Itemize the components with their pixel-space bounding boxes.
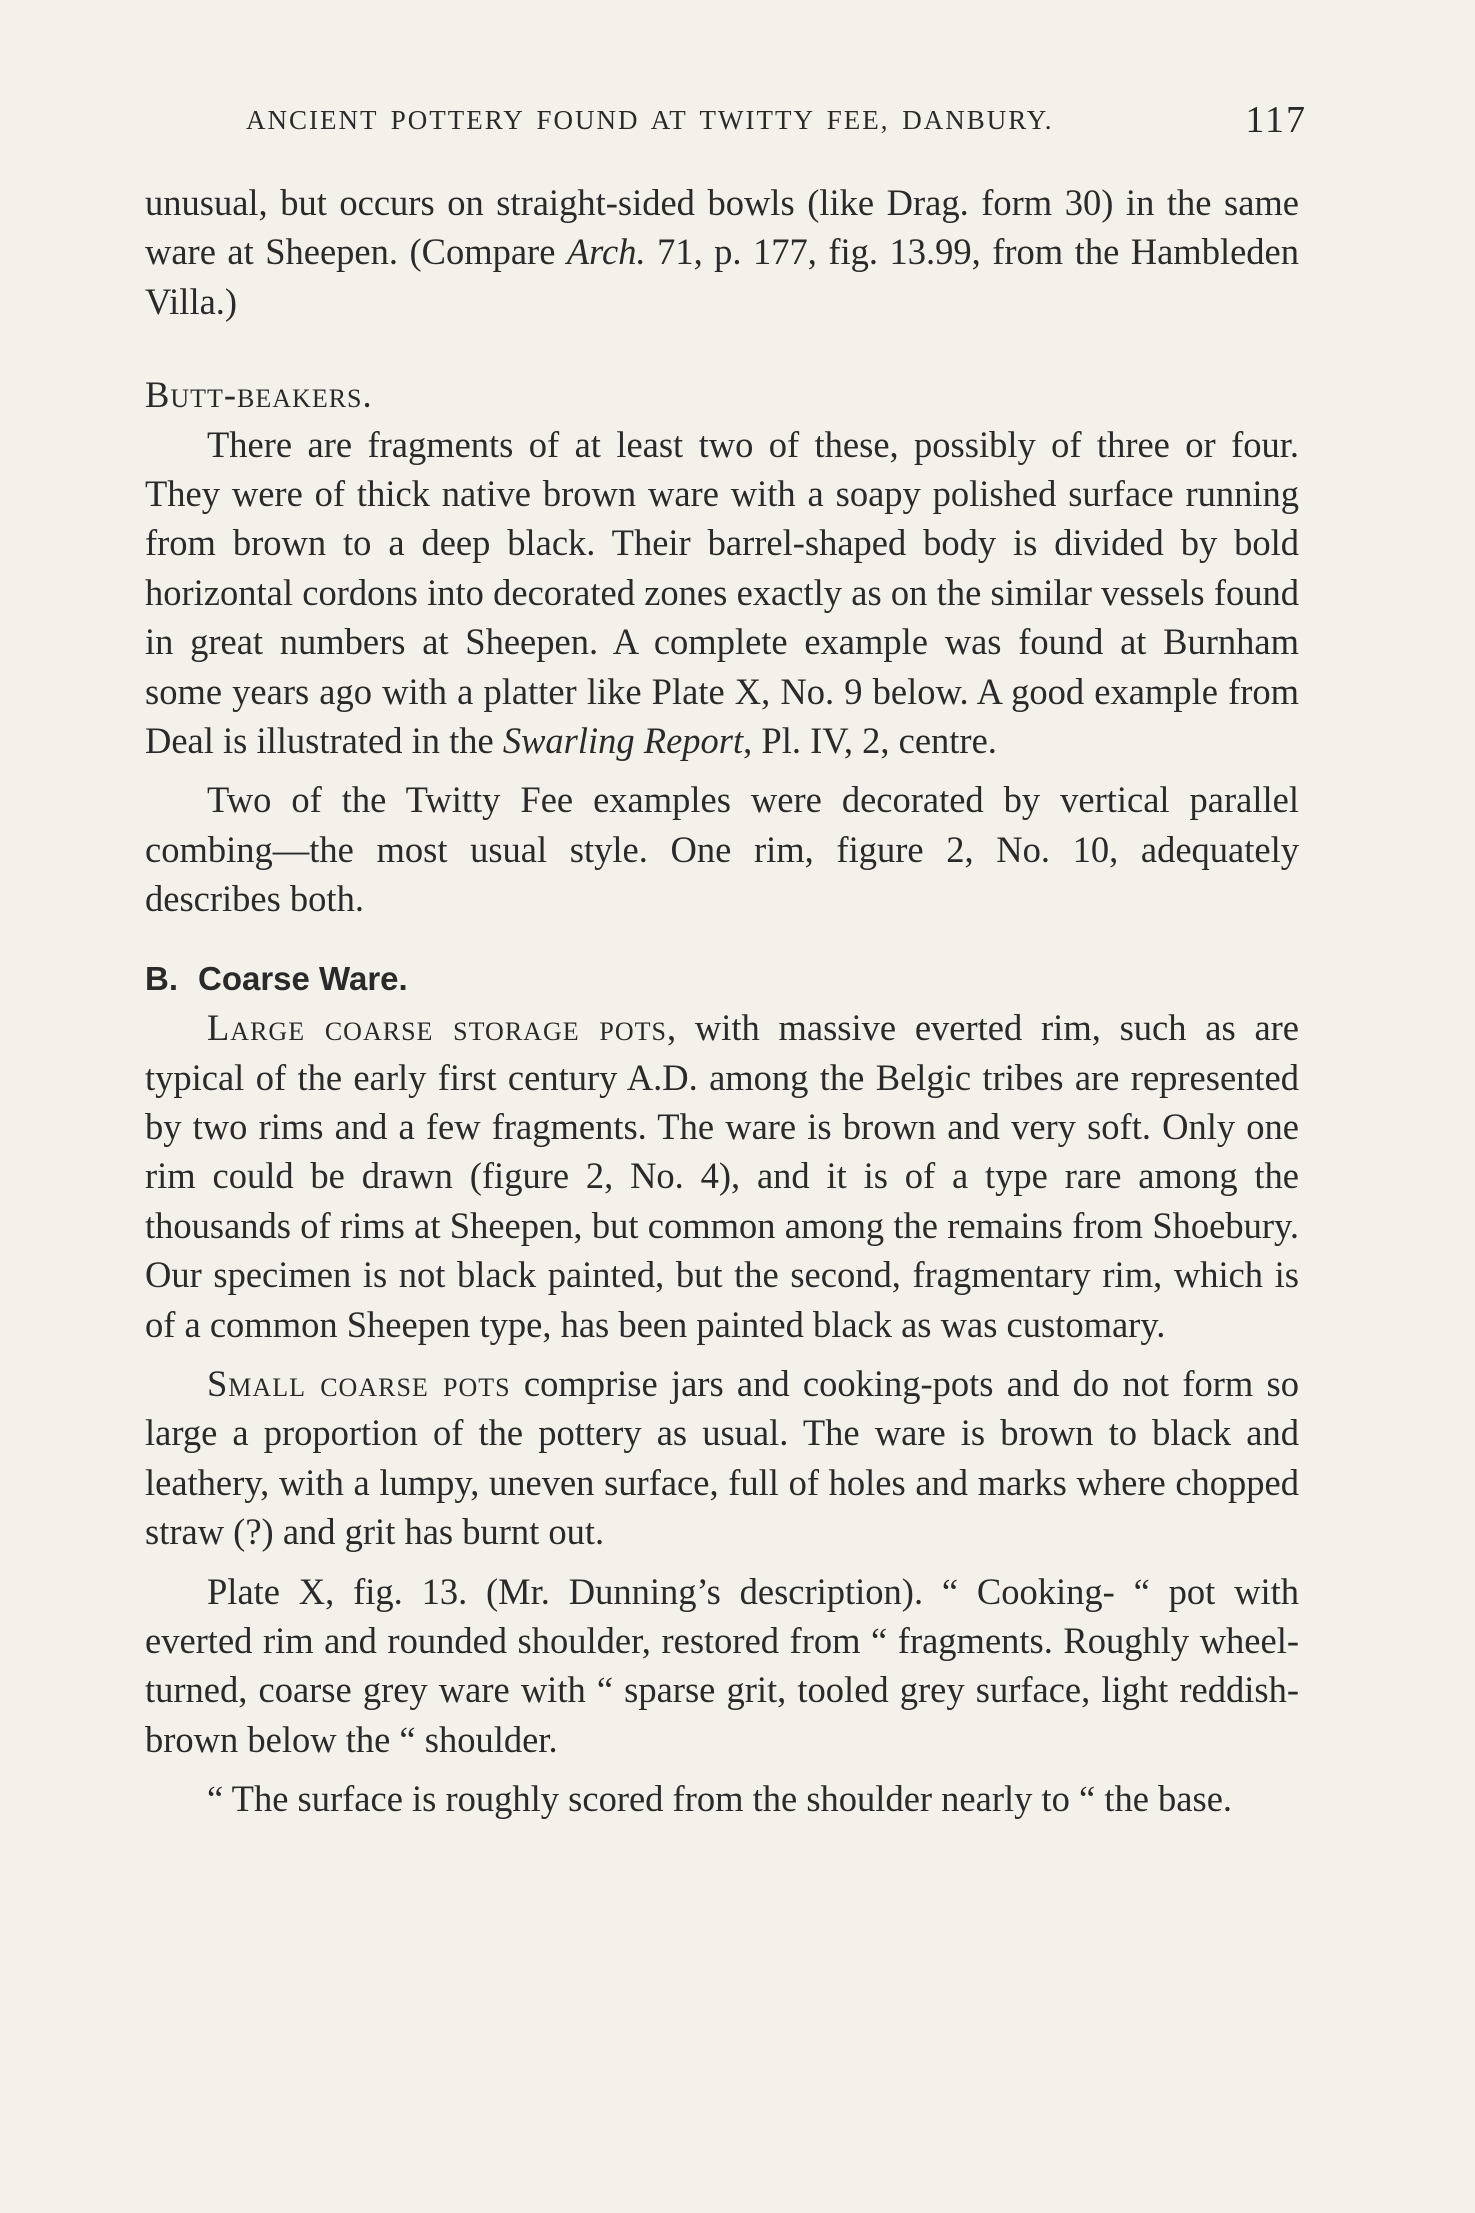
paragraph-small-coarse-pots xyxy=(145,1359,1299,1557)
paragraph-text: unusual, but occurs on straight-sided bowls (like Drag. form 30) in the same ware at Sheepen. (Compare xyxy=(145,182,1299,273)
paragraph-twitty-fee-examples: Two of the Twitty Fee examples were decorated by vertical parallel combing—the most usual style. One rim, figure 2, No. 10, adequately describes both. xyxy=(145,779,1299,920)
paragraph-text: 71, p. 177, fig. 13.99, from the Hambleden Villa.) xyxy=(145,231,1299,322)
page-number: 117 xyxy=(1245,99,1307,141)
paragraph-large-coarse-pots xyxy=(145,1003,1299,1349)
body-text xyxy=(145,178,1299,1824)
section-heading-coarse-ware xyxy=(145,954,1299,1003)
section-number: B. xyxy=(145,959,178,997)
lead-in-small-coarse-pots: Small coarse pots xyxy=(207,1362,511,1404)
paragraph-text: comprise jars and cooking-pots and do not form so large a proportion of the pottery as usual. The ware is brown to black and leathery, with a lumpy, uneven surface, full of holes and marks where chopped straw (?) and grit has burnt out. xyxy=(145,1362,1299,1553)
paragraph-text: There are fragments of at least two of these, possibly of three or four. They were of thick native brown ware with a soapy polished surface running from brown to a deep black. Their barrel-shaped body is divided by bold horizontal cordons into decorated zones exactly as on the similar vessels found in great numbers at Sheepen. A complete example was found at Burnham some years ago with a platter like Plate X, No. 9 below. A good example from Deal is illustrated in the xyxy=(145,423,1299,762)
paragraph-plate-x-description: Plate X, fig. 13. (Mr. Dunning’s description). “ Cooking- “ pot with everted rim and rounded shoulder, restored from “ fragments. Roughly wheel-turned, coarse grey ware with “ sparse grit, tooled grey surface, light reddish-brown below the “ shoulder. xyxy=(145,1570,1299,1760)
subheading-butt-beakers: Butt-beakers. xyxy=(145,374,373,416)
paragraph-text: , with massive everted rim, such as are typical of the early first century A.D. among the Belgic tribes are represented by two rims and a few fragments. The ware is brown and very soft. Only one rim could be drawn (figure 2, No. 4), and it is of a type rare among the thousands of rims at Sheepen, but common among the remains from Shoebury. Our specimen is not black painted, but the second, fragmentary rim, which is of a common Sheepen type, has been painted black as was customary. xyxy=(145,1007,1299,1345)
paragraph-butt-beakers xyxy=(145,420,1299,766)
paragraph-text: , Pl. IV, 2, centre. xyxy=(743,720,997,762)
paragraph-surface-description: “ The surface is roughly scored from the shoulder nearly to “ the base. xyxy=(207,1778,1233,1820)
swarling-citation: Swarling Report xyxy=(502,720,744,762)
arch-citation: Arch. xyxy=(566,231,646,273)
running-head: ANCIENT POTTERY FOUND AT TWITTY FEE, DANBURY. xyxy=(246,105,1054,135)
section-title: Coarse Ware. xyxy=(198,959,408,997)
paragraph-continued xyxy=(145,178,1299,326)
lead-in-large-coarse-storage-pots: Large coarse storage pots xyxy=(207,1007,667,1049)
